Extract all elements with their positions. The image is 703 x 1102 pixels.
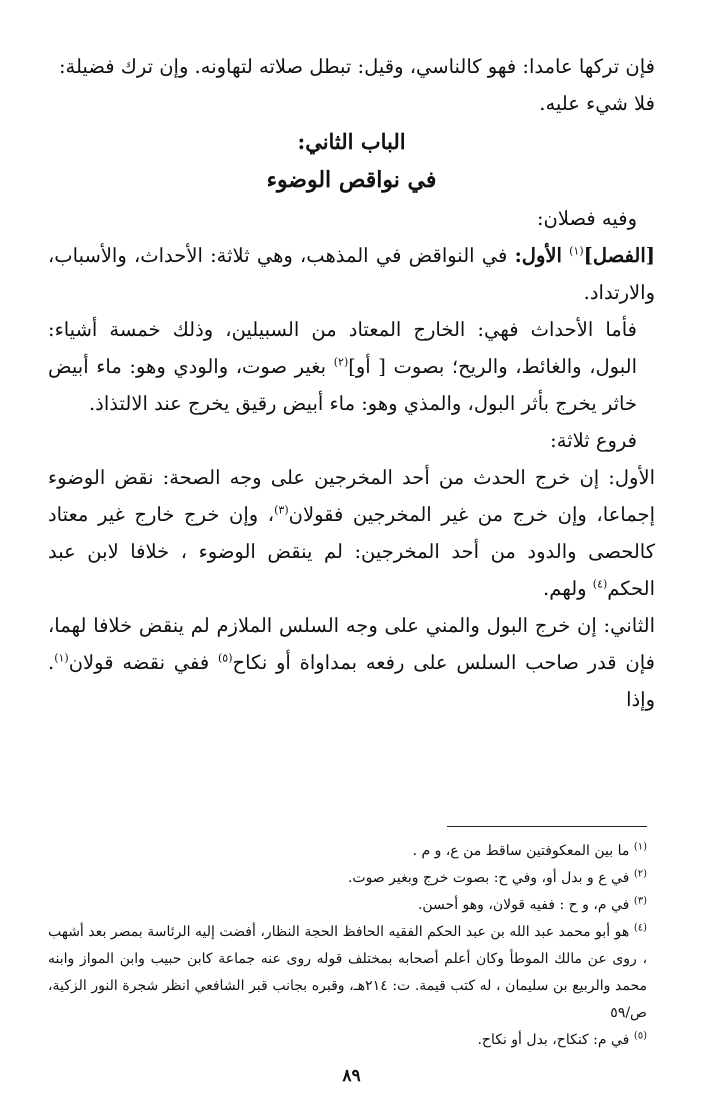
section-paragraph: [الفصل]$^{(١)}$ الأول: في النواقض في المذهب، وهي ثلاثة: الأحداث، والأسباب، والارتداد. (48, 244, 655, 304)
footnote: $^{(٢)}$ في ع و بدل أو، وفي ح: بصوت خرج وبغير صوت. (347, 868, 647, 886)
chapter-title: في نواقص الوضوء (266, 167, 437, 193)
main-text (48, 48, 655, 718)
footnote: $^{(٣)}$ في م، و ح : ففيه قولان، وهو أحسن. (417, 895, 647, 913)
footnote-divider (447, 826, 647, 827)
section-number: الأول: (514, 244, 562, 267)
paragraph: الثاني: إن خرج البول والمني على وجه السلس الملازم لم ينقض خلافا لهما، فإن قدر صاحب السلس على رفعه بمداواة أو نكاح$^{(٥)}$ ففي نقضه قولان$^{(١)}$. وإذا (48, 614, 655, 711)
footnote: $^{(٥)}$ في م: كنكاح، بدل أو نكاح. (477, 1030, 647, 1048)
footnote: $^{(٤)}$ هو أبو محمد عبد الله بن عبد الحكم الفقيه الحافظ الحجة النظار، أفضت إليه الرئاسة بمصر بعد أشهب ، روى عن مالك الموطأ وكان أعلم أصحابه بمختلف قوله روى عنه جماعة كابن حبيب وابن المواز وابنه محمد والربيع بن سليمان ، له كتب قيمة. ت: ٢١٤هـ، وقبره بجانب قبر الشافعي انظر شجرة النور الزكية، ص/٥٩ (48, 922, 648, 1021)
footnotes (48, 838, 647, 1054)
footnote-ref: (٢) (333, 355, 349, 369)
paragraph: فإن تركها عامدا: فهو كالناسي، وقيل: تبطل صلاته لتهاونه. وإن ترك فضيلة: فلا شيء عليه. (58, 55, 655, 115)
footnote-ref: (١) (569, 244, 584, 258)
paragraph: الأول: إن خرج الحدث من أحد المخرجين على وجه الصحة: نقض الوضوء إجماعا، وإن خرج من غير المخرجين فقولان$^{(٣)}$، وإن خرج خارج غير معتاد كالحصى والدود من أحد المخرجين: لم ينقض الوضوء ، خلافا لابن عبد الحكم$^{(٤)}$ ولهم. (48, 466, 655, 600)
paragraph: فروع ثلاثة: (550, 429, 637, 452)
paragraph: وفيه فصلان: (536, 207, 637, 230)
footnote-ref: (٤) (592, 577, 608, 591)
footnote-ref: (٣) (274, 503, 289, 517)
page-number: ٨٩ (342, 1066, 361, 1086)
footnote-ref: (١) (54, 651, 69, 665)
section-label: [الفصل] (583, 244, 655, 267)
footnote-ref: (٥) (218, 651, 233, 665)
paragraph: فأما الأحداث فهي: الخارج المعتاد من السبيلين، وذلك خمسة أشياء: البول، والغائط، والريح؛ بصوت [ أو]$^{(٢)}$ بغير صوت، والودي وهو: ماء أبيض خاثر يخرج بأثر البول، والمذي وهو: ماء أبيض رقيق يخرج عند الالتذاذ. (48, 318, 637, 415)
chapter-heading: الباب الثاني: (297, 129, 406, 154)
footnote: $^{(١)}$ ما بين المعكوفتين ساقط من ع، و م . (412, 841, 647, 859)
